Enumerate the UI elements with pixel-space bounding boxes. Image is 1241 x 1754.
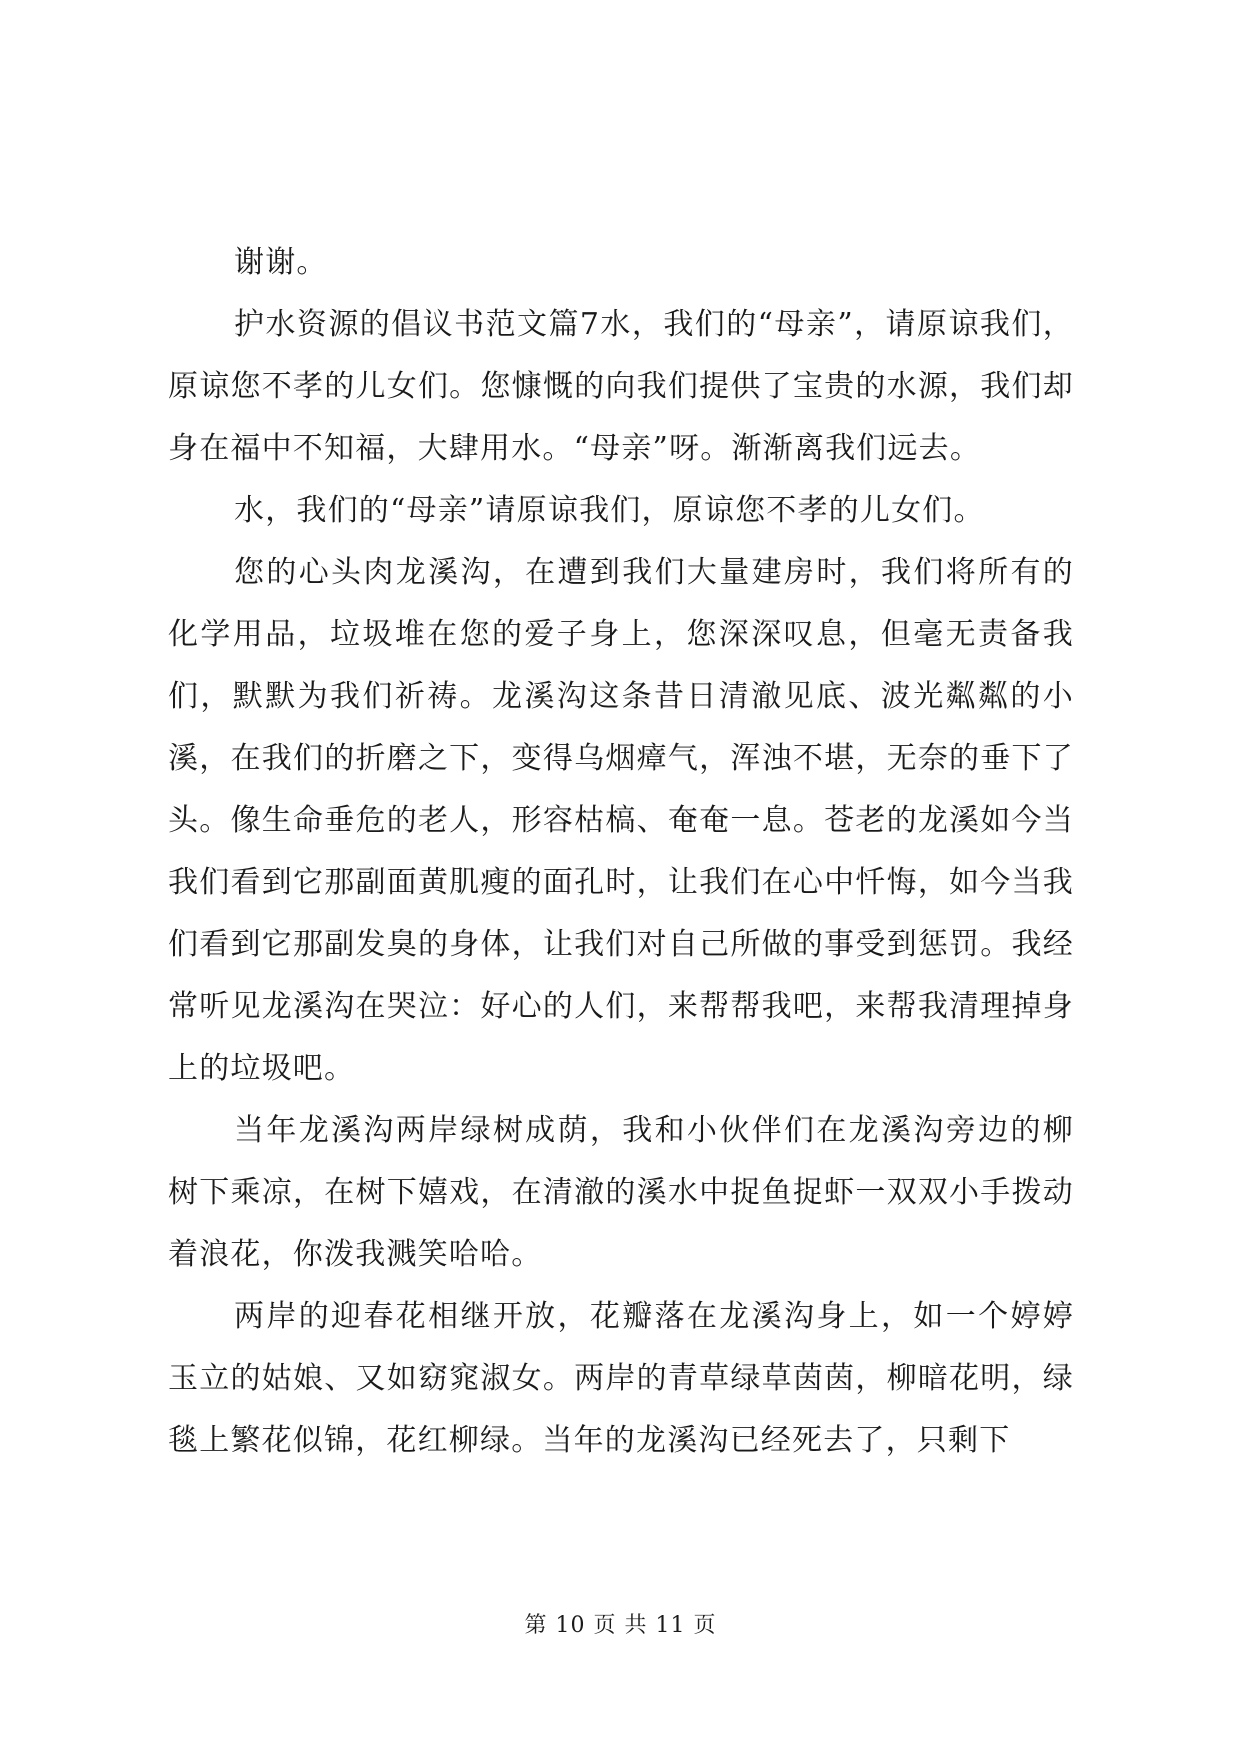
page-footer: 第 10 页 共 11 页: [524, 1613, 717, 1638]
paragraph: 您的心头肉龙溪沟，在遭到我们大量建房时，我们将所有的化学用品，垃圾堆在您的爱子身上，您深深叹息，但毫无责备我们，默默为我们祈祷。龙溪沟这条昔日清澈见底、波光粼粼的小溪，在我们的折磨之下，变得乌烟瘴气，浑浊不堪，无奈的垂下了头。像生命垂危的老人，形容枯槁、奄奄一息。苍老的龙溪如今当我们看到它那副面黄肌瘦的面孔时，让我们在心中忏悔，如今当我们看到它那副发臭的身体，让我们对自己所做的事受到惩罚。我经常听见龙溪沟在哭泣：好心的人们，来帮帮我吧，来帮我清理掉身上的垃圾吧。: [168, 555, 1074, 1086]
paragraph: 水，我们的“母亲”请原谅我们，原谅您不孝的儿女们。: [234, 493, 985, 528]
paragraph: 护水资源的倡议书范文篇7水，我们的“母亲”，请原谅我们，原谅您不孝的儿女们。您慷慨的向我们提供了宝贵的水源，我们却身在福中不知福，大肆用水。“母亲”呀。渐渐离我们远去。: [168, 307, 1074, 466]
paragraph: 谢谢。: [234, 245, 328, 280]
paragraph: 当年龙溪沟两岸绿树成荫，我和小伙伴们在龙溪沟旁边的柳树下乘凉，在树下嬉戏，在清澈的溪水中捉鱼捉虾一双双小手拨动着浪花，你泼我溅笑哈哈。: [168, 1113, 1074, 1272]
paragraph: 两岸的迎春花相继开放，花瓣落在龙溪沟身上，如一个婷婷玉立的姑娘、又如窈窕淑女。两岸的青草绿草茵茵，柳暗花明，绿毯上繁花似锦，花红柳绿。当年的龙溪沟已经死去了，只剩下: [168, 1299, 1074, 1458]
body-text: [168, 232, 1074, 1472]
